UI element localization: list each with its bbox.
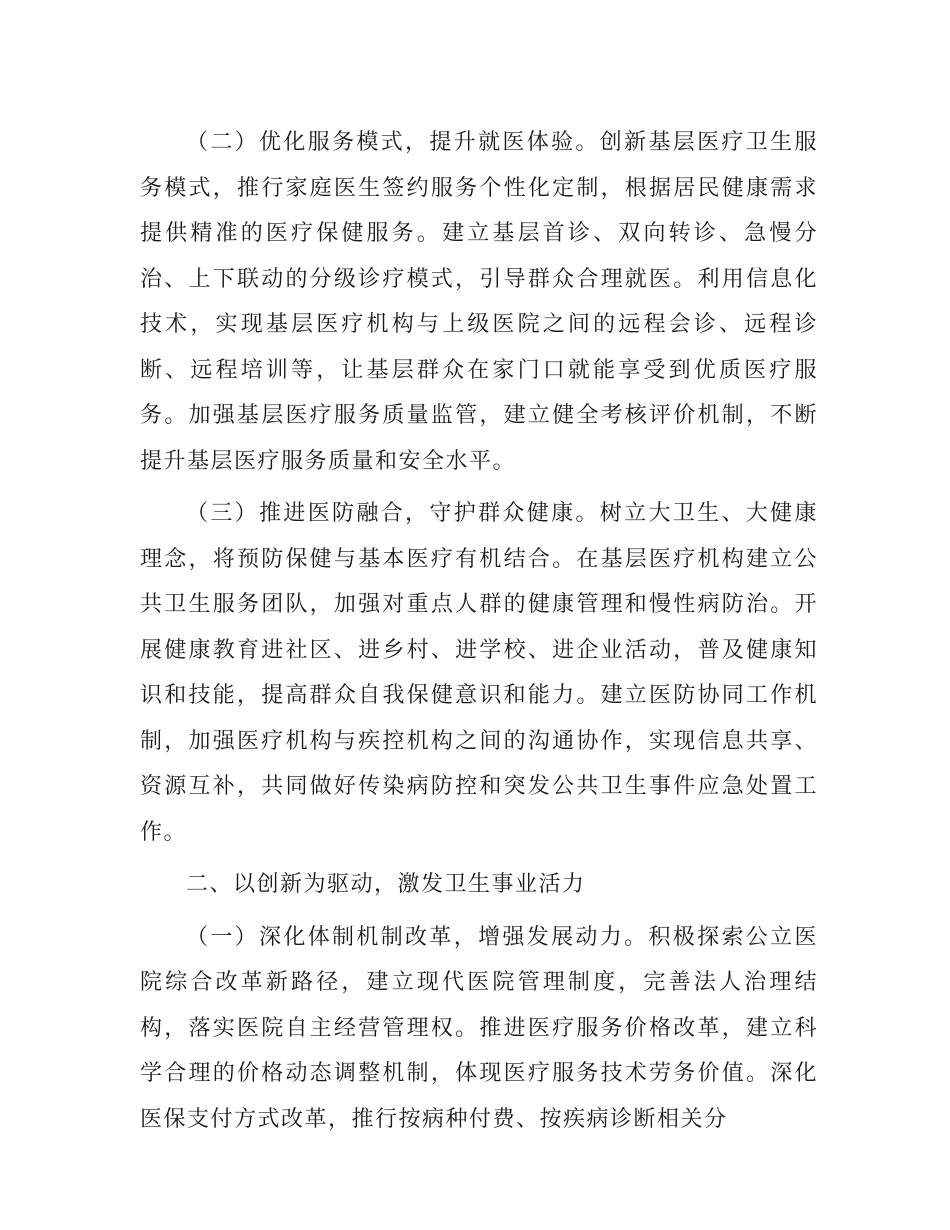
paragraph-medical-prevention: （三）推进医防融合，守护群众健康。树立大卫生、大健康理念，将预防保健与基本医疗有机结合。在基层医疗机构建立公共卫生服务团队，加强对重点人群的健康管理和慢性病防治。开展健康教育进社区、进乡村、进学校、进企业活动，普及健康知识和技能，提高群众自我保健意识和能力。建立医防协同工作机制，加强医疗机构与疾控机构之间的沟通协作，实现信息共享、资源互补，共同做好传染病防控和突发公共卫生事件应急处置工作。 (140, 501, 818, 845)
paragraph-service-model: （二）优化服务模式，提升就医体验。创新基层医疗卫生服务模式，推行家庭医生签约服务个性化定制，根据居民健康需求提供精准的医疗保健服务。建立基层首诊、双向转诊、急慢分治、上下联动的分级诊疗模式，引导群众合理就医。利用信息化技术，实现基层医疗机构与上级医院之间的远程会诊、远程诊断、远程培训等，让基层群众在家门口就能享受到优质医疗服务。加强基层医疗服务质量监管，建立健全考核评价机制，不断提升基层医疗服务质量和安全水平。 (140, 130, 818, 474)
paragraph-system-reform: （一）深化体制机制改革，增强发展动力。积极探索公立医院综合改革新路径，建立现代医院管理制度，完善法人治理结构，落实医院自主经营管理权。推进医疗服务价格改革，建立科学合理的价格动态调整机制，体现医疗服务技术劳务价值。深化医保支付方式改革，推行按病种付费、按疾病诊断相关分 (140, 924, 818, 1132)
document-body (140, 120, 818, 1149)
section-heading-innovation: 二、以创新为驱动，激发卫生事业活力 (186, 872, 586, 897)
